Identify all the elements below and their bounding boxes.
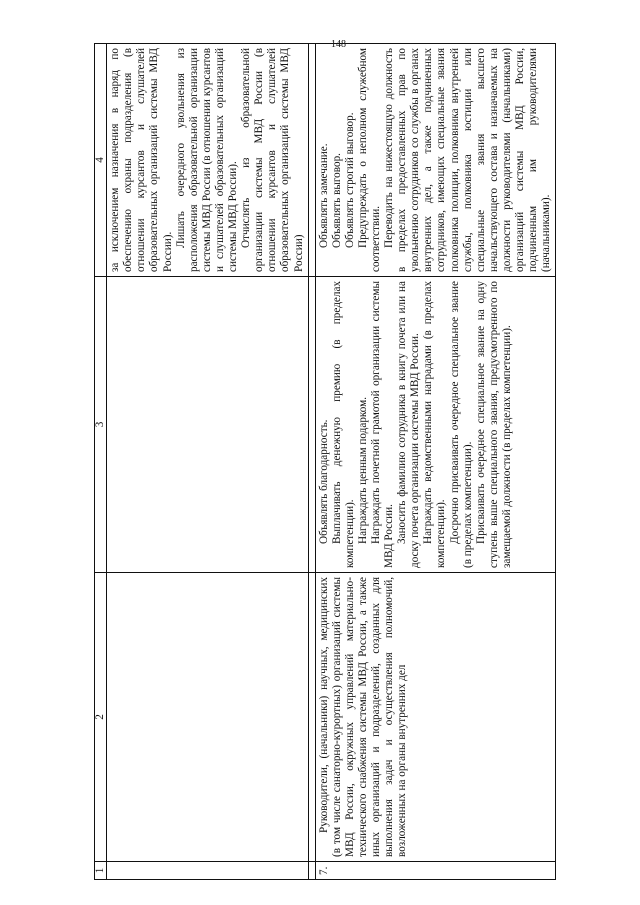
- incentive-item: Выплачивать денежную премию (в пределах компетенции).: [330, 281, 356, 568]
- rotated-table-frame: [94, 44, 553, 880]
- incentive-item: Награждать ведомственными наградами (в пределах компетенции).: [422, 281, 448, 568]
- continued-cell-empty: [107, 862, 308, 880]
- penalty-item: Отчислять из образовательной организации системы МВД России (в отношении курсантов и слушателей образовательных организаций системы МВД России): [240, 48, 305, 272]
- penalties-cell: [315, 44, 556, 277]
- penalty-item: Объявлять строгий выговор.: [343, 112, 356, 248]
- row-number: 7.: [315, 862, 556, 880]
- penalty-item: Лишать очередного увольнения из расположения образовательной организации системы МВД России (в отношении курсантов и слушателей образовательных организаций системы МВД России).: [174, 48, 240, 272]
- powers-table: [94, 43, 556, 880]
- incentive-item: Награждать почетной грамотой организации системы МВД России.: [369, 281, 396, 568]
- column-number-1: 1: [95, 862, 107, 880]
- incentives-cell: [315, 277, 556, 573]
- table-row-continued: [107, 44, 308, 880]
- penalty-item: за исключением назначения в наряд по обеспечению охраны подразделения (в отношении курсантов и слушателей образовательных организаций системы МВД России).: [109, 48, 174, 272]
- page-number: 148: [331, 39, 346, 50]
- incentive-item: Присваивать очередное специальное звание на одну ступень выше специального звания, предусмотренного по замещаемой должности (в пределах компетенции).: [474, 281, 513, 568]
- continued-cell-empty: [107, 277, 308, 573]
- officials-cell: [315, 573, 556, 862]
- column-number-3: 3: [95, 277, 107, 573]
- table-row: [315, 44, 556, 880]
- continued-cell-empty: [107, 573, 308, 862]
- column-number-2: 2: [95, 573, 107, 862]
- table-spacer-row: [308, 44, 315, 880]
- column-number-row: [95, 44, 107, 880]
- penalty-item: Переводить на нижестоящую должность в пределах предоставленных прав по увольнению сотрудников со службы в органах внутренних дел, а также подчиненных сотрудников, имеющих специальные звания полковника полиции, полковника внутренней службы, полковника юстиции или специальные звания высшего начальствующего состава и назначаемых на должности руководителями (начальниками) организаций системы МВД России, подчиненным им руководителями (начальниками).: [383, 48, 553, 272]
- column-number-4: 4: [95, 44, 107, 277]
- continued-cell-penalties: [107, 44, 308, 277]
- incentive-item: Награждать ценным подарком.: [356, 396, 369, 544]
- penalty-item: Объявлять выговор.: [330, 153, 343, 248]
- incentive-item: Объявлять благодарность.: [317, 419, 330, 544]
- incentive-item: Досрочно присваивать очередное специальное звание (в пределах компетенции).: [448, 281, 474, 568]
- penalty-item: Объявлять замечание.: [317, 143, 330, 248]
- officials-text: Руководители, (начальники) научных, медицинских (в том числе санаторно-курортных) организаций системы МВД России, окружных управлений материально-технического снабжения системы МВД России, а также иных организаций и подразделений, созданных для выполнения задач и осуществления полномочий, возложенных на органы внутренних дел: [317, 577, 409, 857]
- incentive-item: Заносить фамилию сотрудника в книгу почета или на доску почета организации системы МВД России.: [396, 281, 422, 568]
- penalty-item: Предупреждать о неполном служебном соответствии.: [356, 48, 382, 272]
